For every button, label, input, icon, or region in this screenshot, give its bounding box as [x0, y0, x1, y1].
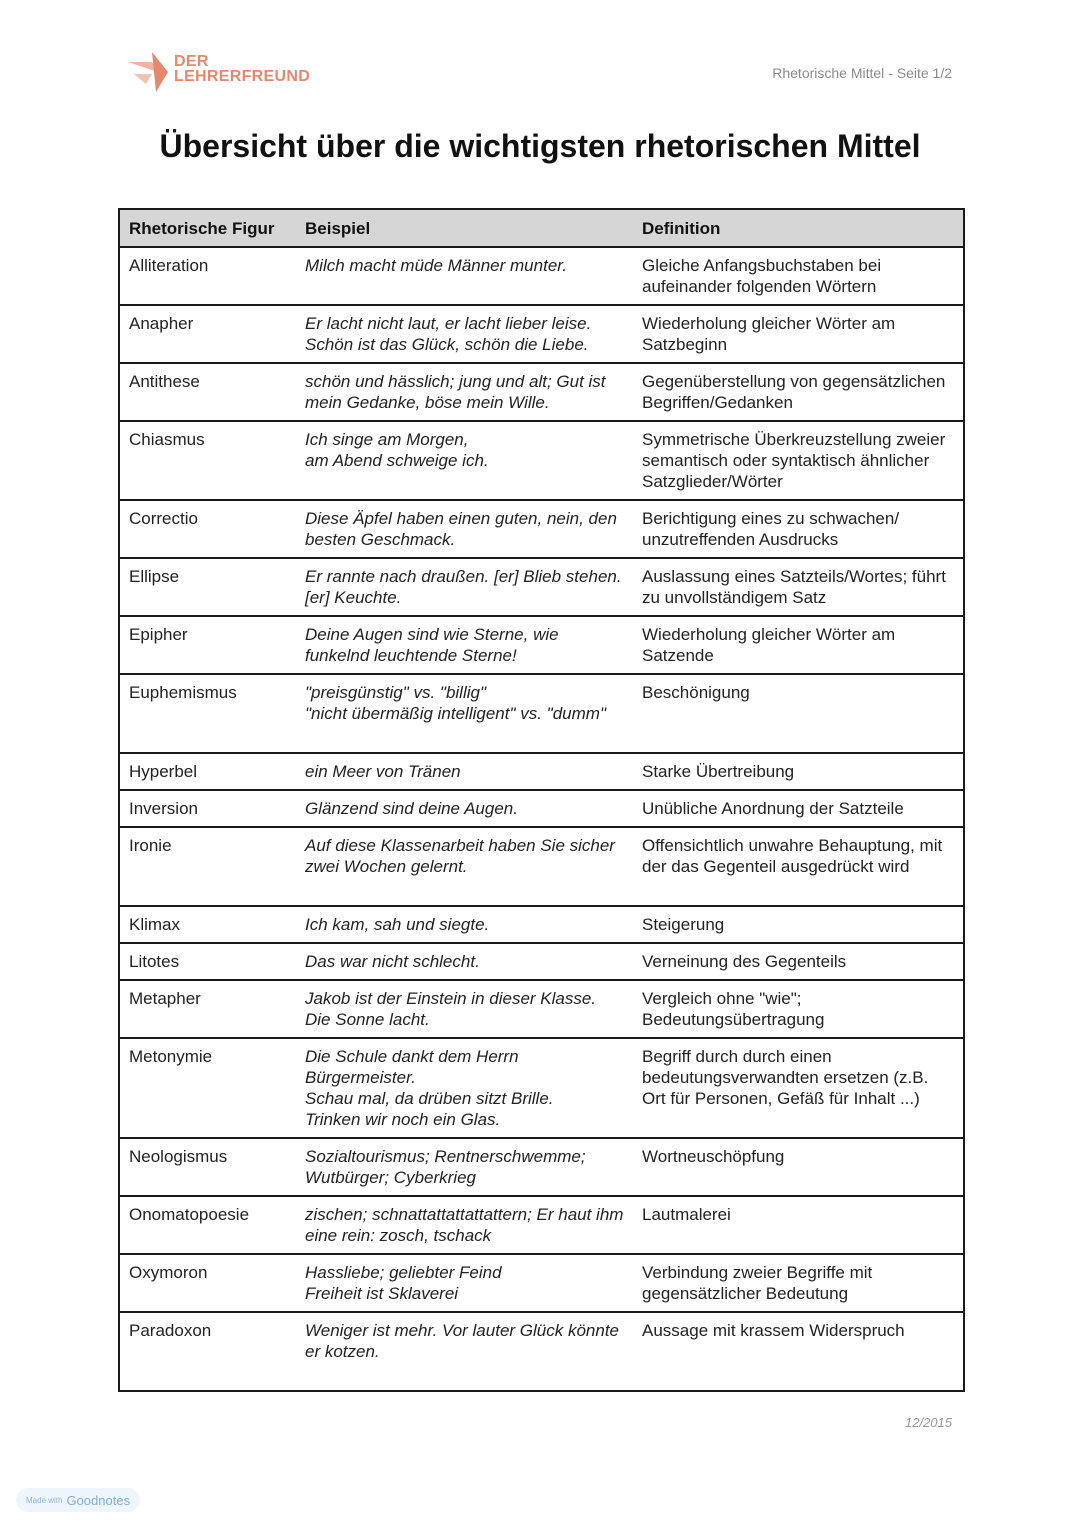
table-row — [119, 790, 964, 827]
example-cell: Hassliebe; geliebter Feind Freiheit ist Sklaverei — [296, 1254, 633, 1312]
figure-cell: Chiasmus — [119, 421, 296, 500]
table-row — [119, 1312, 964, 1391]
definition-cell: Unübliche Anordnung der Satzteile — [633, 790, 964, 827]
figure-cell: Correctio — [119, 500, 296, 558]
figure-cell: Metonymie — [119, 1038, 296, 1138]
table-row — [119, 616, 964, 674]
page-title: Übersicht über die wichtigsten rhetorischen Mittel — [159, 128, 921, 164]
header-example: Beispiel — [296, 209, 633, 247]
logo-arrow-icon — [128, 52, 172, 92]
example-cell: zischen; schnattattattattattern; Er haut ihm eine rein: zosch, tschack — [296, 1196, 633, 1254]
table-row — [119, 753, 964, 790]
example-cell: Weniger ist mehr. Vor lauter Glück könnte er kotzen. — [305, 1321, 620, 1361]
figure-cell: Klimax — [119, 906, 296, 943]
table-row — [119, 1254, 964, 1312]
figure-cell: Metapher — [119, 980, 296, 1038]
table-row — [119, 1138, 964, 1196]
date-label: 12/2015 — [905, 1415, 952, 1430]
table-row — [119, 1196, 964, 1254]
example-cell: Ich singe am Morgen, am Abend schweige ich. — [296, 421, 633, 500]
definition-cell: Steigerung — [633, 906, 964, 943]
table-header-row — [119, 209, 964, 247]
definition-cell: Gleiche Anfangsbuchstaben bei aufeinander folgenden Wörtern — [633, 247, 964, 305]
example-cell: Das war nicht schlecht. — [296, 943, 633, 980]
figure-cell: Ironie — [119, 827, 296, 906]
figure-cell: Alliteration — [119, 247, 296, 305]
example-cell: Auf diese Klassenarbeit haben Sie sicher zwei Wochen gelernt. — [296, 827, 633, 906]
rhetoric-table — [118, 208, 965, 1392]
definition-cell: Aussage mit krassem Widerspruch — [642, 1321, 905, 1340]
definition-cell: Beschönigung — [633, 674, 964, 753]
figure-cell: Ellipse — [119, 558, 296, 616]
table-row — [119, 247, 964, 305]
example-cell: Ich kam, sah und siegte. — [296, 906, 633, 943]
example-cell: ein Meer von Tränen — [296, 753, 633, 790]
definition-cell: Offensichtlich unwahre Behauptung, mit der das Gegenteil ausgedrückt wird — [633, 827, 964, 906]
page-label: Rhetorische Mittel - Seite 1/2 — [772, 65, 952, 81]
table-row — [119, 305, 964, 363]
definition-cell: Begriff durch durch einen bedeutungsverwandten ersetzen (z.B. Ort für Personen, Gefäß für Inhalt ...) — [633, 1038, 964, 1138]
table-row — [119, 943, 964, 980]
definition-cell: Wortneuschöpfung — [633, 1138, 964, 1196]
table-row — [119, 1038, 964, 1138]
example-cell: Milch macht müde Männer munter. — [296, 247, 633, 305]
figure-cell: Euphemismus — [119, 674, 296, 753]
table-row — [119, 827, 964, 906]
definition-cell: Verbindung zweier Begriffe mit gegensätzlicher Bedeutung — [633, 1254, 964, 1312]
definition-cell: Vergleich ohne "wie"; Bedeutungsübertragung — [633, 980, 964, 1038]
logo-text-line2: LEHRERFREUND — [174, 68, 311, 85]
figure-cell: Litotes — [119, 943, 296, 980]
header-figure: Rhetorische Figur — [119, 209, 296, 247]
definition-cell: Wiederholung gleicher Wörter am Satzende — [633, 616, 964, 674]
definition-cell: Wiederholung gleicher Wörter am Satzbeginn — [633, 305, 964, 363]
figure-cell: Onomatopoesie — [119, 1196, 296, 1254]
logo-text-line1: DER — [174, 53, 209, 70]
badge-brand: Goodnotes — [66, 1492, 131, 1508]
example-cell: Diese Äpfel haben einen guten, nein, den besten Geschmack. — [296, 500, 633, 558]
definition-cell: Auslassung eines Satzteils/Wortes; führt zu unvollständigem Satz — [633, 558, 964, 616]
definition-cell: Verneinung des Gegenteils — [633, 943, 964, 980]
figure-cell: Paradoxon — [129, 1321, 212, 1340]
figure-cell: Neologismus — [119, 1138, 296, 1196]
definition-cell: Symmetrische Überkreuzstellung zweier semantisch oder syntaktisch ähnlicher Satzglieder/Wörter — [633, 421, 964, 500]
example-cell: Er rannte nach draußen. [er] Blieb stehen. [er] Keuchte. — [296, 558, 633, 616]
example-cell: Glänzend sind deine Augen. — [296, 790, 633, 827]
figure-cell: Oxymoron — [119, 1254, 296, 1312]
table-row — [119, 363, 964, 421]
example-cell: Deine Augen sind wie Sterne, wie funkelnd leuchtende Sterne! — [296, 616, 633, 674]
example-cell: Sozialtourismus; Rentnerschwemme; Wutbürger; Cyberkrieg — [296, 1138, 633, 1196]
table-row — [119, 558, 964, 616]
lehrerfreund-logo — [128, 52, 328, 92]
example-cell: "preisgünstig" vs. "billig" "nicht übermäßig intelligent" vs. "dumm" — [296, 674, 633, 753]
example-cell: Jakob ist der Einstein in dieser Klasse. Die Sonne lacht. — [296, 980, 633, 1038]
definition-cell: Gegenüberstellung von gegensätzlichen Begriffen/Gedanken — [633, 363, 964, 421]
figure-cell: Antithese — [119, 363, 296, 421]
figure-cell: Hyperbel — [119, 753, 296, 790]
definition-cell: Lautmalerei — [633, 1196, 964, 1254]
example-cell: schön und hässlich; jung und alt; Gut ist mein Gedanke, böse mein Wille. — [296, 363, 633, 421]
table-row — [119, 674, 964, 753]
table-row — [119, 500, 964, 558]
definition-cell: Starke Übertreibung — [633, 753, 964, 790]
figure-cell: Epipher — [119, 616, 296, 674]
definition-cell: Berichtigung eines zu schwachen/ unzutreffenden Ausdrucks — [633, 500, 964, 558]
table-row — [119, 980, 964, 1038]
table-row — [119, 906, 964, 943]
table-row — [119, 421, 964, 500]
figure-cell: Anapher — [119, 305, 296, 363]
badge-made-with: Made with — [26, 1495, 63, 1505]
example-cell: Die Schule dankt dem Herrn Bürgermeister. Schau mal, da drüben sitzt Brille. Trinken wir noch ein Glas. — [296, 1038, 633, 1138]
figure-cell: Inversion — [119, 790, 296, 827]
goodnotes-badge — [16, 1488, 140, 1512]
header-definition: Definition — [633, 209, 964, 247]
example-cell: Er lacht nicht laut, er lacht lieber leise. Schön ist das Glück, schön die Liebe. — [296, 305, 633, 363]
